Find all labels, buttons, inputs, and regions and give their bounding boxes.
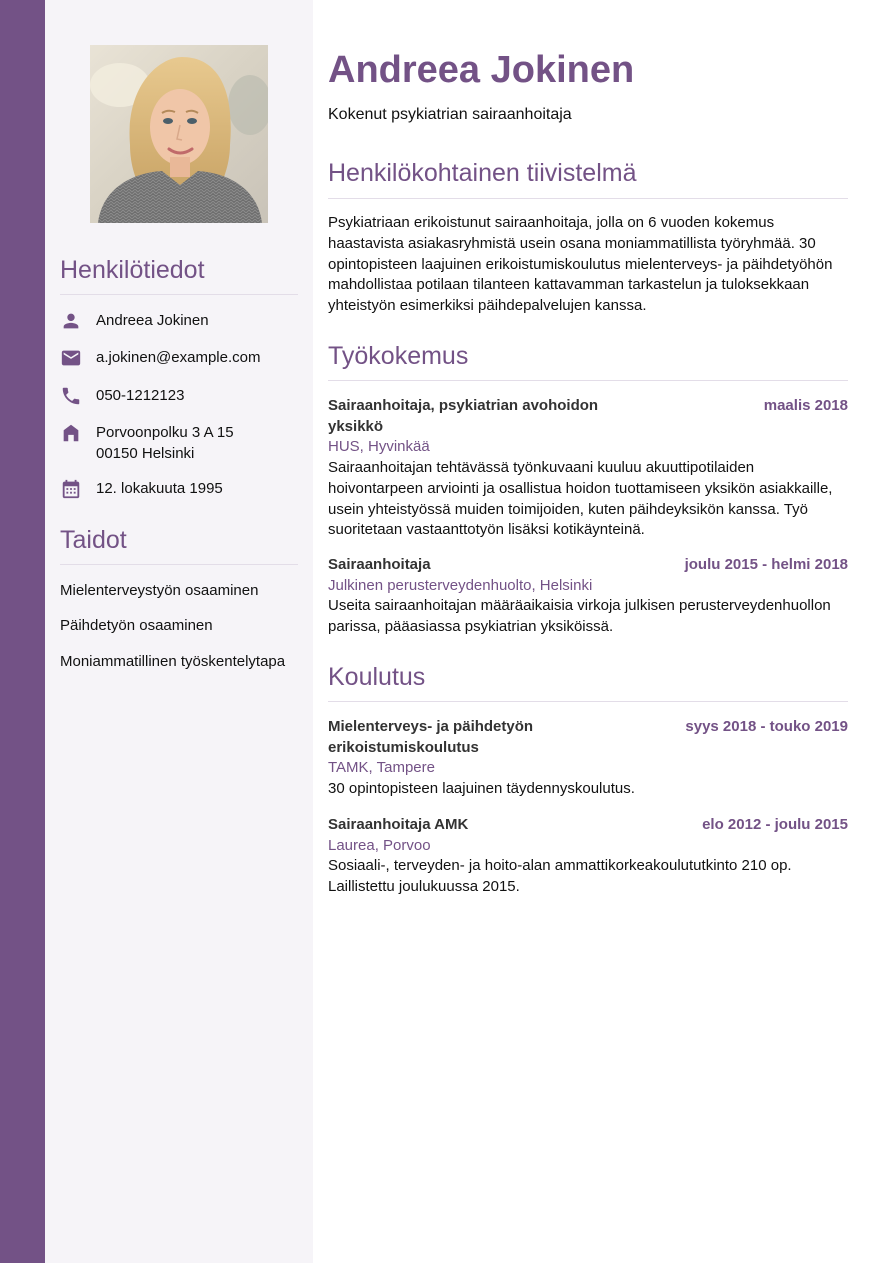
entry-date: elo 2012 - joulu 2015 <box>702 816 848 833</box>
entry-date: joulu 2015 - helmi 2018 <box>684 556 848 573</box>
entry-date: maalis 2018 <box>763 397 848 414</box>
summary-heading: Henkilökohtainen tiivistelmä <box>328 159 637 187</box>
sidebar <box>45 0 313 1263</box>
entry-description: Sairaanhoitajan tehtävässä työnkuvaani kuuluu akuuttipotilaiden hoivontarpeen arviointi ja osallistua hoidon tuottamiseen yksikön asiakkaille, usein yhteistyössä muiden toimijoiden, kuten päihdeyksikön kanssa. Työ suoritetaan vastaanttotyön lisäksi kotikäynteinä. <box>328 459 833 539</box>
skill-item: Moniammatillinen työskentelytapa <box>60 653 286 670</box>
entry-organization: TAMK, Tampere <box>328 759 435 776</box>
entry-description: Useita sairaanhoitajan määräaikaisia virkoja julkisen perusterveydenhuollon parissa, pääasiassa psykiatrian yksiköissä. <box>328 597 831 635</box>
entry-organization: Laurea, Porvoo <box>328 837 431 854</box>
contact-phone: 050-1212123 <box>96 387 185 404</box>
person-icon <box>60 310 82 332</box>
divider <box>328 198 848 199</box>
entry-description: 30 opintopisteen laajuinen täydennyskoulutus. <box>328 780 635 797</box>
contact-email[interactable]: a.jokinen@example.com <box>96 349 261 366</box>
contact-birthdate: 12. lokakuuta 1995 <box>96 480 223 497</box>
entry-organization: Julkinen perusterveydenhuolto, Helsinki <box>328 577 593 594</box>
accent-bar <box>0 0 45 1263</box>
skills-heading: Taidot <box>60 526 127 554</box>
entry-title: Sairaanhoitaja <box>328 556 431 573</box>
entry-organization: HUS, Hyvinkää <box>328 438 430 455</box>
experience-heading: Työkokemus <box>328 342 469 370</box>
profile-photo <box>90 45 268 223</box>
email-icon <box>60 347 82 369</box>
divider <box>60 564 298 565</box>
divider <box>328 380 848 381</box>
summary-text: Psykiatriaan erikoistunut sairaanhoitaja, jolla on 6 vuoden kokemus haastavista asiakasryhmistä usein osana moniammatillista työryhmää. 30 opintopisteen laajuinen erikoistumiskoulutus mielenterveys- ja päihdetyöhön mahdollistaa potilaan tilanteen kattavamman tarkastelun ja tuloksekkaan yhteistyön esimerkiksi päihdepalvelujen kanssa. <box>328 214 833 314</box>
entry-title: Sairaanhoitaja AMK <box>328 816 469 833</box>
entry-date: syys 2018 - touko 2019 <box>685 718 848 735</box>
entry-description: Sosiaali-, terveyden- ja hoito-alan ammattikorkeakoulututkinto 210 op. Laillistettu joulukuussa 2015. <box>328 857 792 895</box>
candidate-name: Andreea Jokinen <box>328 49 635 91</box>
candidate-title: Kokenut psykiatrian sairaanhoitaja <box>328 106 572 123</box>
entry-title: Sairaanhoitaja, psykiatrian avohoidon yksikkö <box>328 397 599 435</box>
skill-item: Mielenterveystyön osaaminen <box>60 582 259 599</box>
contact-address: Porvoonpolku 3 A 15 00150 Helsinki <box>96 424 234 462</box>
contact-name: Andreea Jokinen <box>96 312 209 329</box>
calendar-icon <box>60 478 82 500</box>
phone-icon <box>60 385 82 407</box>
entry-title: Mielenterveys- ja päihdetyön erikoistumiskoulutus <box>328 718 534 756</box>
education-heading: Koulutus <box>328 663 426 691</box>
divider <box>328 701 848 702</box>
home-icon <box>60 422 82 444</box>
divider <box>60 294 298 295</box>
skill-item: Päihdetyön osaaminen <box>60 617 213 634</box>
personal-info-heading: Henkilötiedot <box>60 256 205 284</box>
